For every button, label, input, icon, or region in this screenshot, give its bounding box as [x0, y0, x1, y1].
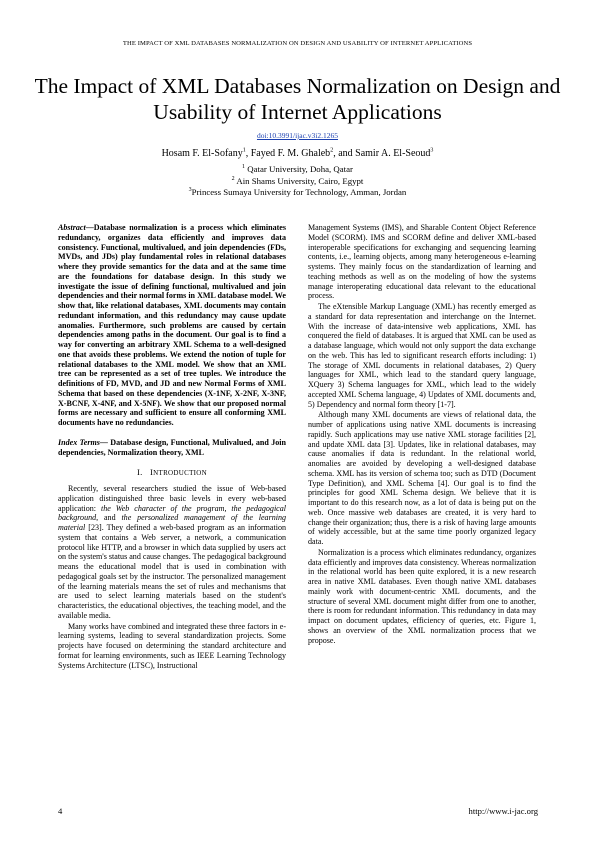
paper-title: The Impact of XML Databases Normalization on Design and Usability of Internet Applications: [34, 74, 561, 124]
abstract-label: Abstract—: [58, 223, 94, 232]
author-sup: 2: [330, 147, 334, 154]
author-name: Hosam F. El-Sofany: [161, 148, 243, 159]
affiliation-text: Qatar University, Doha, Qatar: [247, 164, 353, 174]
section-heading: [58, 468, 286, 479]
section-title-rest: NTRODUCTION: [153, 469, 207, 478]
body-paragraph: Many works have combined and integrated these three factors in e-learning systems, leading to several standardization projects. Some projects have focused on determining the standard architecture and format for learning environments, such as IEEE Learning Technology Systems Architecture (LTSC), Instructional: [58, 621, 286, 670]
body-paragraph: Although many XML documents are views of relational data, the number of applications using native XML documents is increasing rapidly. Such applications may use native XML storage facilities [2], and update XML data [3]. Updates, like in relational databases, may cause anomalies if data is redundant. In the relational world, anomalies are avoided by developing a well-designed database schema. XML has its version of schema too; such as DTD (Document Type Definition), and XML Schema [4]. Our goal is to find the principles for good XML Schema design. We believe that it is important to do this research now, as a lot of data is being put on the web. Once massive web databases are created, it is very hard to change their organization; thus, there is a risk of having large amounts of widely accessible, but at the same time poorly organized legacy data.: [308, 410, 536, 546]
affiliation-sup: 2: [231, 176, 235, 183]
affiliation: [0, 164, 595, 174]
author-sup: 3: [430, 147, 434, 154]
right-column: [308, 223, 536, 645]
affiliation-sup: 1: [242, 164, 246, 171]
body-paragraph: [58, 484, 286, 621]
abstract: [58, 223, 286, 428]
author-line: Hosam F. El-Sofany$^1$, Fayed F. M. Ghaleb$^2$, and Samir A. El-Seoud$^3$: [161, 147, 434, 159]
affiliation-text: Princess Sumaya University for Technology, Amman, Jordan: [191, 187, 407, 197]
affiliation: [0, 187, 595, 197]
author-sup: 1: [242, 147, 246, 154]
index-terms: [58, 438, 286, 458]
affiliation-text: Ain Shams University, Cairo, Egypt: [236, 176, 364, 186]
italic-run: the Web character of the program, the pedagogical background: [58, 503, 287, 523]
text-run: Recently, several researchers studied the issue of Web-based application distinguished three basic levels in every web-based application:: [58, 484, 286, 513]
affiliation-sup: 3: [188, 187, 192, 194]
running-head: THE IMPACT OF XML DATABASES NORMALIZATION ON DESIGN AND USABILITY OF INTERNET APPLICATIONS: [122, 40, 473, 47]
section-title-initial: I: [149, 467, 154, 478]
author-name: Samir A. El-Seoud: [355, 148, 431, 159]
index-terms-text: Database design, Functional, Mulivalued, and Join dependencies, Normalization theory, XML: [58, 437, 286, 457]
section-number: I.: [136, 467, 143, 478]
italic-run: the personalized management of the learning material: [58, 513, 287, 532]
footer-url[interactable]: http://www.i-jac.org: [468, 806, 538, 816]
affiliation: [0, 176, 595, 186]
left-column: [58, 223, 286, 670]
body-paragraph: Management Systems (IMS), and Sharable Content Object Reference Model (SCORM). IMS and SCORM define and deliver XML-based interoperable specifications for exchanging and sequencing learning contents, i.e., learning objects, among many heterogeneous e-learning systems. They mainly focus on the standardization of learning and teaching methods as well as on the modeling of how the systems manage interoperating educational data relevant to the educational process.: [308, 223, 536, 301]
index-terms-label: Index Terms—: [58, 437, 108, 447]
doi-link[interactable]: doi:10.3991/ijac.v3i2.1265: [256, 131, 339, 140]
page-number: 4: [58, 806, 63, 816]
body-paragraph: The eXtensible Markup Language (XML) has recently emerged as a standard for data representation and interchange on the Internet. With the increase of data-intensive web applications, XML has conquered the field of databases. It is argued that XML can be used as a database language, which would not only support the data exchange on the web. This has led to significant research efforts including: 1) The storage of XML documents in relational databases, 2) Query languages for XML, which lead to the standard query language, XQuery 3) Schema languages for XML, which lead to the widely accepted XML Schema language, 4) Updates of XML documents and, 5) Dependency and normal form theory [1-7].: [308, 302, 536, 409]
author-name: Fayed F. M. Ghaleb: [250, 148, 331, 159]
text-run: , and: [96, 513, 122, 523]
abstract-text: Database normalization is a process which eliminates redundancy, organizes data efficiently and improves data consistency. Functional, multivalued, and join dependencies (FDs, MVDs, and JDs) play fundamental roles in relational databases where they provide semantics for the data and at the same time are the foundations for database design. In this study we investigate the issue of defining functional, multivalued and join dependencies and their normal forms in XML database model. We show that, like relational databases, XML documents may contain redundant information, and this redundancy may cause update anomalies. Furthermore, such problems are caused by certain dependencies among paths in the document. Our goal is to find a way for converting an arbitrary XML Schema to a well-designed one that avoids these problems. We extend the notion of tuple for relational databases to the XML model. We show that an XML tree can be represented as a set of tree tuples. We introduce the definitions of FD, MVD, and JD and new Normal Forms of XML Schema that based on these dependencies (X-1NF, X-2NF, X-3NF, X-BCNF, X-4NF, and X-5NF). We show that our proposed normal forms are necessary and sufficient to ensure all conforming XML documents have no redundancies.: [58, 223, 286, 427]
text-run: [23]. They defined a web-based program as an information system that contains a Web server, a network, a communication protocol like HTTP, and a browser in which data supplied by users act on the system's status and cause changes. The pedagogical background means the educational model that is used in combination with pedagogical goals set by the instructor. The personalized management of the learning materials means the set of rules and mechanisms that are used to select learning materials based on the student's characteristics, the educational objectives, the teaching model, and the available media.: [58, 523, 286, 620]
body-paragraph: Normalization is a process which eliminates redundancy, organizes data efficiently and improves data consistency. Whereas normalization in the relational world has been quite explored, it is a new research area in native XML databases. Even though native XML databases mainly work with document-centric XML documents, and the structure of several XML document might differ from one to another, there is room for redundant information. This redundancy in data may impact on document updates, efficiency of queries, etc. Figure 1, shows an overview of the XML normalization process that we propose.: [308, 547, 536, 645]
